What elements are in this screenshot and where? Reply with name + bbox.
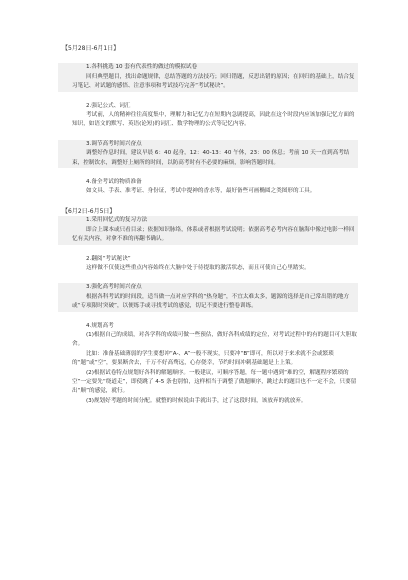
- section-8-heading: 4.规划高考: [86, 322, 114, 329]
- section-4-body: 如文具、手表、准考证、身份证，考试中提神的香水等，最好备些可画椭圆之类图形的工具。: [86, 188, 316, 195]
- section-4-heading: 4.备全考试的物质准备: [86, 179, 142, 186]
- date-range-heading-2: 【6月2日-6月5日】: [62, 207, 116, 215]
- section-8-item-3: (2)根据试卷特点规划好各科的解题顺序。一般建议，可顺序答题，每一题中遇到“难的空，解题程序繁琐的空”一定要先“绕道走”，即使跳了 4-5 条也别怕，这样相当于调整了做题顺序，跳过去的题目也不一定不会，只要留出“顺”的感觉，就行。: [72, 369, 357, 395]
- section-2-body: 考试前，人的精神往往高度集中，理解力和记忆力在短期内急剧提高，因此在这个时段内应该加强记忆方面的知识，如语文的默写、英语(论短)的词汇、数学物理的公式等记忆内容。: [72, 112, 355, 128]
- section-8-item-1: (1)根据自己的成绩，对各学科的成绩可做一些预估，做好各科成绩的定位，对考试过程中的有的题目可大胆取舍。: [72, 331, 357, 348]
- section-8-item-2: 比如：准备基础薄弱的学生要想冲“A-、A”一般不现实，只要冲“B”即可，所以对于来求就不会或繁琐的“题”或“空”，要果断舍去，千万不好高骛远，心存侥幸，节约时间冲刺基础题是上上策。: [72, 350, 334, 367]
- section-5-body: 即合上课本或只看目录；依据知识脉络，体系或者根据考试说明；依据高考必考内容在脑海中像过电影一样回忆有关内容，对拿不准的再翻书确认。: [72, 226, 355, 243]
- section-8: [58, 322, 358, 407]
- section-1-body: 回归典型题目，找出命题规律，总结答题的方法技巧；回归错题，反思出错的原因；在回归的基础上，结合复习笔记、对试题的感悟、注意事项和考试技巧完善“考试秘诀”。: [72, 73, 355, 90]
- section-1: [58, 63, 358, 91]
- section-3-heading: 3.调节高考时间兴奋点: [86, 140, 142, 147]
- section-5-heading: 1.采用回忆式的复习方法: [86, 217, 148, 224]
- section-3-body: 调整好作息时间，建议早晨 6：40 起身，12：40-13：40 午休，23：00 休息；考前 10 天一直到高考结束，控制饮水，调整好上厕所的时间，以防高考时有不必要的麻烦，影响答题时间。: [72, 150, 350, 166]
- date-range-heading-1: 【5月28日-6月1日】: [62, 45, 120, 52]
- section-6-heading: 2.翻阅“考试秘诀”: [86, 255, 131, 262]
- document-page: [58, 44, 358, 406]
- section-5: [58, 216, 358, 244]
- section-1-heading: 1.各科挑选 10 套有代表性的做过的模拟试卷: [86, 64, 198, 71]
- section-7-body: 根据各科考试的时间段，适当做一点对应学科的“热身题”，不宜太难太多，题源的选择是自己常出错的地方或“专项限时突破”，以便练手或寻找考试的感觉，切记不要进行整卷训练。: [72, 293, 350, 310]
- section-8-item-4: (3)规划好考题的时间分配。就整的时候说由手就出手，过了这段时间，该放弃的就放弃。: [86, 397, 307, 404]
- section-3: [58, 140, 358, 168]
- section-2: [58, 102, 358, 130]
- section-2-heading: 2.强记公式、词汇: [86, 102, 131, 109]
- section-6: [58, 255, 358, 274]
- section-6-body: 这样做不仅使这些重点内容始终在大脑中处于待提取的激活状态，而且可使自己心里踏实。: [86, 264, 310, 271]
- section-7-heading: 3.强化高考时间兴奋点: [86, 284, 142, 291]
- section-7: [58, 283, 358, 311]
- section-4: [58, 178, 358, 197]
